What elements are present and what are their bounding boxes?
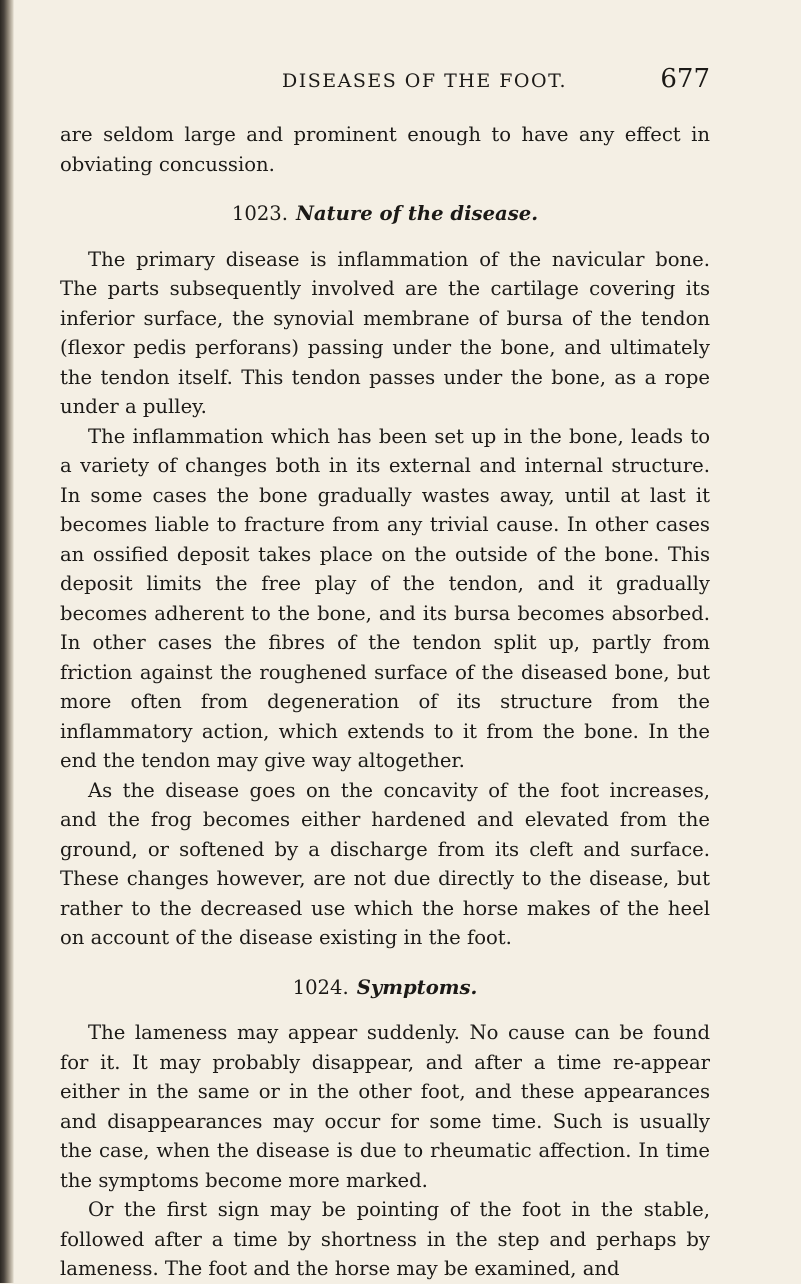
paragraph: The lameness may appear suddenly. No cause can be found for it. It may probably disappear, and after a time re-appear either in the same or in the other foot, and these appearances and disappearances may occur for some time. Such is usually the case, when the disease is due to rheumatic affection. In time the symptoms become more marked. — [60, 1021, 710, 1192]
book-page — [60, 64, 710, 1284]
paragraph: The primary disease is inflammation of the navicular bone. The parts subsequently involved are the cartilage covering its inferior surface, the synovial membrane of bursa of the tendon (flexor pedis perforans) passing under the bone, and ultimately the tendon itself. This tendon passes under the bone, as a rope under a pulley. — [60, 247, 710, 418]
paragraph: The inflammation which has been set up in the bone, leads to a variety of changes both in its external and internal structure. In some cases the bone gradually wastes away, until at last it becomes liable to fracture from any trivial cause. In other cases an ossified deposit takes place on the outside of the bone. This deposit limits the free play of the tendon, and it gradually becomes adherent to the bone, and its bursa becomes absorbed. In other cases the fibres of the tendon split up, partly from friction against the roughened surface of the diseased bone, but more often from degeneration of its structure from the inflammatory action, which extends to it from the bone. In the end the tendon may give way altogether. — [60, 424, 710, 772]
section-number: 1023. — [231, 202, 288, 225]
section-number: 1024. — [292, 975, 349, 999]
paragraph: As the disease goes on the concavity of the foot increases, and the frog becomes either hardened and elevated from the ground, or softened by a discharge from its cleft and surface. These changes however, are not due directly to the disease, but rather to the decreased use which the horse makes of the heel on account of the disease existing in the foot. — [60, 778, 710, 949]
paragraph: Or the first sign may be pointing of the foot in the stable, followed after a time by shortness in the step and perhaps by lameness. The foot and the horse may be examined, and — [60, 1198, 710, 1280]
body-text — [60, 120, 710, 1284]
section-title: Nature of the disease. — [296, 202, 539, 225]
section-heading-1024 — [60, 973, 710, 1003]
book-spine-shadow — [0, 0, 14, 1283]
running-title: DISEASES OF THE FOOT. — [282, 70, 567, 92]
section-title: Symptoms. — [356, 975, 478, 999]
paragraph-continuation: are seldom large and prominent enough to have any effect in obviating concussion. — [60, 123, 710, 176]
page-number: 677 — [660, 64, 710, 94]
section-heading-1023 — [60, 199, 710, 229]
running-header — [60, 64, 710, 100]
